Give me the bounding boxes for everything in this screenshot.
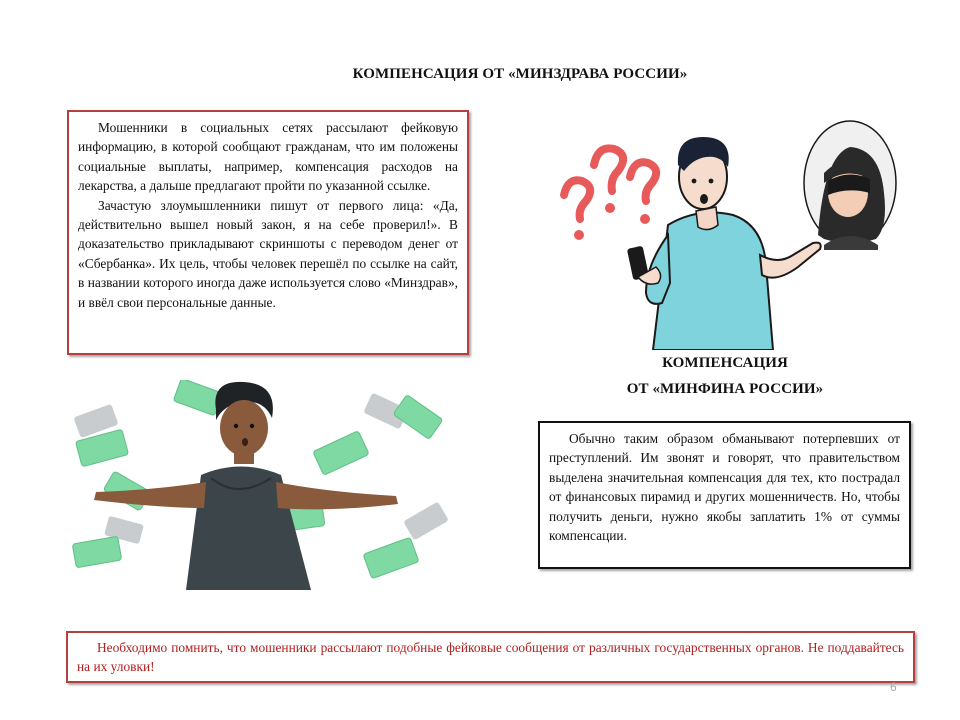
warning-banner xyxy=(66,631,915,683)
minzdrav-paragraph-2: Зачастую злоумышленники пишут от первого лица: «Да, действительно вышел новый закон, я на себе проверил!». В доказательство прикладывают скриншоты с переводом денег от «Сбербанка». Их цель, чтобы человек перешёл по ссылке на сайт, в названии которого иногда даже используется слово «Минздрав», и ввёл свои персональные данные. xyxy=(78,197,458,310)
masked-scammer-icon xyxy=(804,121,896,250)
confused-man-with-phone-icon xyxy=(528,115,908,350)
warning-text: Необходимо помнить, что мошенники рассылают подобные фейковые сообщения от различных государственных органов. Не поддавайтесь на их уловки! xyxy=(77,640,904,675)
section-2-title-line-1: КОМПЕНСАЦИЯ xyxy=(662,355,788,371)
minfin-text-box xyxy=(538,421,911,569)
section-1-title: КОМПЕНСАЦИЯ ОТ «МИНЗДРАВА РОССИИ» xyxy=(352,66,688,82)
page-number: 6 xyxy=(890,680,897,694)
section-2-title xyxy=(560,350,890,402)
woman-with-flying-money-icon xyxy=(66,380,461,590)
section-2-title-line-2: ОТ «МИНФИНА РОССИИ» xyxy=(626,381,824,397)
minzdrav-text-box xyxy=(67,110,469,355)
minfin-paragraph: Обычно таким образом обманывают потерпевших от преступлений. Им звонят и говорят, что правительством выделена значительная компенсация для тех, кто пострадал от финансовых пирамид и других мошенничеств. Но, чтобы получить деньги, нужно якобы заплатить 1% от суммы компенсации. xyxy=(549,431,900,544)
minzdrav-paragraph-1: Мошенники в социальных сетях рассылают фейковую информацию, в которой сообщают гражданам, что им положены социальные выплаты, например, компенсация расходов на лекарства, а дальше предлагают пройти по указанной ссылке. xyxy=(78,120,458,194)
